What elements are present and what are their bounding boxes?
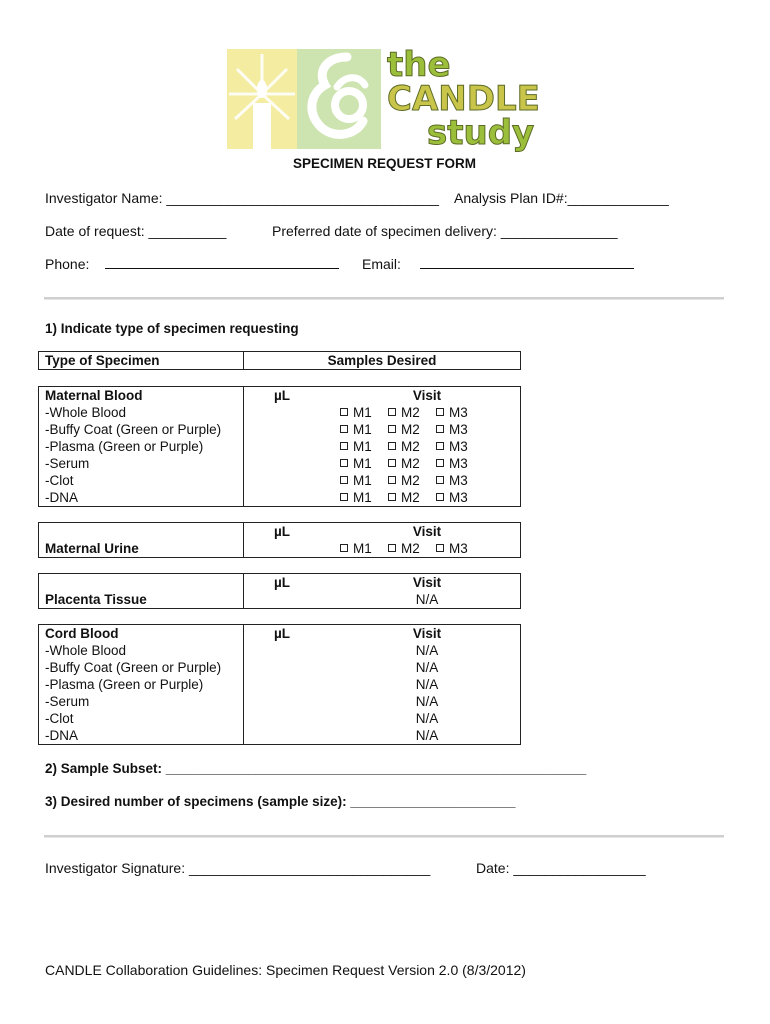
investigator-name-field[interactable]: Investigator Name: ___________________________________ bbox=[45, 190, 439, 206]
mother-child-icon bbox=[297, 49, 381, 149]
checkbox-m3[interactable]: M3 bbox=[436, 540, 484, 557]
checkbox-icon bbox=[340, 425, 348, 433]
checkbox-icon bbox=[436, 476, 444, 484]
checkbox-icon bbox=[340, 442, 348, 450]
visit-label: Visit bbox=[412, 388, 442, 403]
logo-text-candle: CANDLE bbox=[387, 79, 540, 119]
checkbox-m3[interactable]: M3 bbox=[436, 421, 484, 438]
maternal-blood-table bbox=[38, 386, 521, 507]
maternal-urine-title: Maternal Urine bbox=[45, 541, 139, 556]
checkbox-m1[interactable]: M1 bbox=[340, 540, 388, 557]
na-value: N/A bbox=[415, 694, 439, 709]
date-of-request-field[interactable]: Date of request: __________ bbox=[45, 223, 227, 239]
cord-blood-item: -Serum bbox=[45, 694, 90, 709]
checkbox-icon bbox=[436, 442, 444, 450]
section1-heading: 1) Indicate type of specimen requesting bbox=[45, 321, 299, 336]
microliter-label: µL bbox=[274, 575, 291, 590]
checkbox-icon bbox=[340, 476, 348, 484]
checkbox-m2[interactable]: M2 bbox=[388, 404, 436, 421]
cord-blood-item: -DNA bbox=[45, 728, 78, 743]
cord-blood-title: Cord Blood bbox=[45, 626, 119, 641]
preferred-delivery-date-field[interactable]: Preferred date of specimen delivery: _______________ bbox=[272, 223, 618, 239]
maternal-urine-samples bbox=[244, 523, 521, 558]
checkbox-icon bbox=[388, 476, 396, 484]
col-samples-desired: Samples Desired bbox=[244, 352, 521, 370]
checkbox-icon bbox=[340, 459, 348, 467]
checkbox-icon bbox=[436, 425, 444, 433]
checkbox-m2[interactable]: M2 bbox=[388, 489, 436, 506]
cord-blood-item: -Buffy Coat (Green or Purple) bbox=[45, 660, 222, 675]
checkbox-icon bbox=[436, 493, 444, 501]
checkbox-m1[interactable]: M1 bbox=[340, 404, 388, 421]
placenta-tissue-cell bbox=[39, 574, 244, 609]
sample-size-field[interactable]: 3) Desired number of specimens (sample size): ______________________ bbox=[45, 794, 516, 809]
na-value: N/A bbox=[415, 677, 439, 692]
divider bbox=[44, 835, 724, 838]
visit-options-row bbox=[250, 438, 514, 455]
checkbox-m2[interactable]: M2 bbox=[388, 438, 436, 455]
microliter-label: µL bbox=[274, 388, 291, 403]
visit-options-row bbox=[250, 540, 514, 557]
maternal-urine-cell bbox=[39, 523, 244, 558]
visit-options-row bbox=[250, 489, 514, 506]
maternal-blood-item: -Buffy Coat (Green or Purple) bbox=[45, 422, 222, 437]
checkbox-icon bbox=[436, 544, 444, 552]
na-value: N/A bbox=[415, 711, 439, 726]
cord-blood-cell bbox=[39, 625, 244, 745]
checkbox-m2[interactable]: M2 bbox=[388, 472, 436, 489]
checkbox-icon bbox=[340, 493, 348, 501]
specimen-table-header bbox=[38, 351, 521, 370]
visit-options-row bbox=[250, 472, 514, 489]
checkbox-icon bbox=[388, 425, 396, 433]
col-type-of-specimen: Type of Specimen bbox=[39, 352, 244, 370]
checkbox-icon bbox=[388, 493, 396, 501]
checkbox-m3[interactable]: M3 bbox=[436, 472, 484, 489]
checkbox-m3[interactable]: M3 bbox=[436, 438, 484, 455]
logo-yellow-panel bbox=[227, 49, 297, 149]
checkbox-m1[interactable]: M1 bbox=[340, 472, 388, 489]
visit-label: Visit bbox=[412, 524, 442, 539]
checkbox-m2[interactable]: M2 bbox=[388, 455, 436, 472]
maternal-blood-cell bbox=[39, 387, 244, 507]
candle-icon bbox=[227, 49, 297, 149]
cord-blood-samples bbox=[244, 625, 521, 745]
visit-label: Visit bbox=[412, 626, 442, 641]
divider bbox=[44, 297, 724, 300]
footer-version-text: CANDLE Collaboration Guidelines: Specimen Request Version 2.0 (8/3/2012) bbox=[45, 962, 526, 978]
placenta-tissue-title: Placenta Tissue bbox=[45, 592, 147, 607]
checkbox-icon bbox=[436, 408, 444, 416]
checkbox-m3[interactable]: M3 bbox=[436, 455, 484, 472]
microliter-label: µL bbox=[274, 524, 291, 539]
checkbox-m1[interactable]: M1 bbox=[340, 455, 388, 472]
logo-green-panel bbox=[297, 49, 381, 149]
phone-label: Phone: bbox=[45, 256, 90, 272]
placenta-tissue-table bbox=[38, 573, 521, 609]
cord-blood-table bbox=[38, 624, 521, 745]
maternal-blood-samples bbox=[244, 387, 521, 507]
checkbox-m1[interactable]: M1 bbox=[340, 438, 388, 455]
maternal-blood-item: -Whole Blood bbox=[45, 405, 127, 420]
cord-blood-item: -Clot bbox=[45, 711, 74, 726]
checkbox-icon bbox=[388, 408, 396, 416]
analysis-plan-id-field[interactable]: Analysis Plan ID#:_____________ bbox=[454, 190, 669, 206]
logo-text-study: study bbox=[427, 113, 535, 153]
checkbox-icon bbox=[340, 408, 348, 416]
cord-blood-item: -Whole Blood bbox=[45, 643, 127, 658]
email-label: Email: bbox=[362, 256, 401, 272]
checkbox-icon bbox=[388, 459, 396, 467]
investigator-signature-field[interactable]: Investigator Signature: _______________________________ bbox=[45, 860, 431, 876]
microliter-label: µL bbox=[274, 626, 291, 641]
na-value: N/A bbox=[415, 643, 439, 658]
visit-label: Visit bbox=[412, 575, 442, 590]
sample-subset-field[interactable]: 2) Sample Subset: ________________________________________________________ bbox=[45, 761, 587, 776]
checkbox-icon bbox=[340, 544, 348, 552]
na-value: N/A bbox=[415, 592, 439, 607]
maternal-blood-item: -Serum bbox=[45, 456, 90, 471]
checkbox-m1[interactable]: M1 bbox=[340, 489, 388, 506]
checkbox-m3[interactable]: M3 bbox=[436, 489, 484, 506]
checkbox-m1[interactable]: M1 bbox=[340, 421, 388, 438]
visit-options-row bbox=[250, 421, 514, 438]
candle-study-logo bbox=[227, 45, 542, 159]
checkbox-m2[interactable]: M2 bbox=[388, 540, 436, 557]
logo-text-the: the bbox=[387, 45, 451, 85]
phone-input-line[interactable] bbox=[105, 268, 339, 269]
visit-options-row bbox=[250, 404, 514, 421]
checkbox-m2[interactable]: M2 bbox=[388, 421, 436, 438]
cord-blood-item: -Plasma (Green or Purple) bbox=[45, 677, 204, 692]
na-value: N/A bbox=[415, 728, 439, 743]
placenta-tissue-samples bbox=[244, 574, 521, 609]
signature-date-field[interactable]: Date: _________________ bbox=[476, 860, 646, 876]
maternal-blood-item: -DNA bbox=[45, 490, 78, 505]
maternal-blood-title: Maternal Blood bbox=[45, 388, 143, 403]
na-value: N/A bbox=[415, 660, 439, 675]
form-title: SPECIMEN REQUEST FORM bbox=[293, 156, 477, 171]
email-input-line[interactable] bbox=[420, 268, 634, 269]
visit-options-row bbox=[250, 455, 514, 472]
maternal-blood-item: -Plasma (Green or Purple) bbox=[45, 439, 204, 454]
checkbox-icon bbox=[436, 459, 444, 467]
checkbox-icon bbox=[388, 544, 396, 552]
checkbox-icon bbox=[388, 442, 396, 450]
maternal-blood-item: -Clot bbox=[45, 473, 74, 488]
maternal-urine-table bbox=[38, 522, 521, 558]
checkbox-m3[interactable]: M3 bbox=[436, 404, 484, 421]
